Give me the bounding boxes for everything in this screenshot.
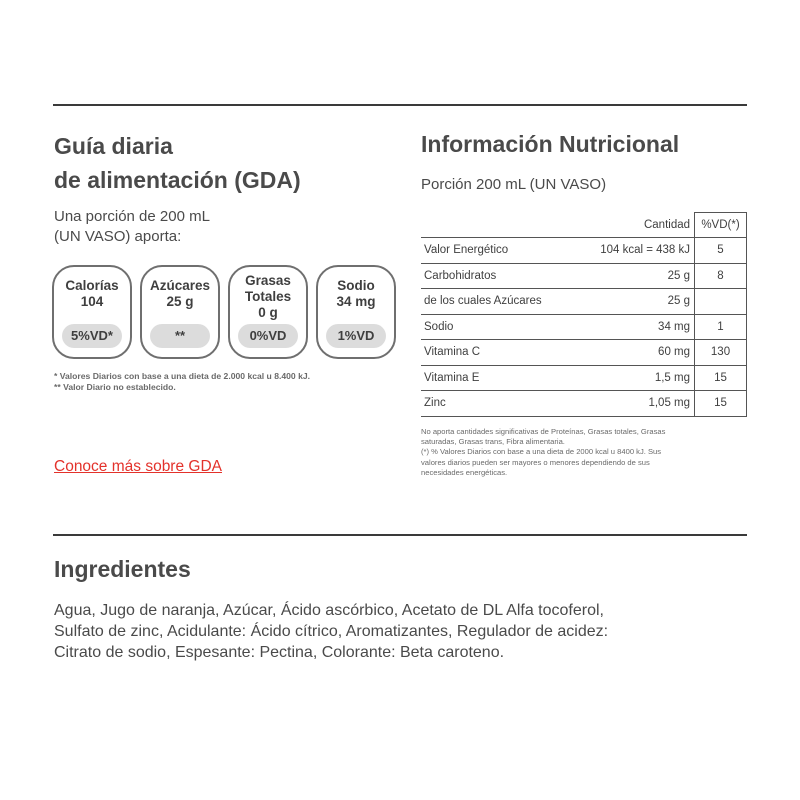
nutrition-table bbox=[421, 212, 747, 417]
nutrition-footnote bbox=[421, 427, 741, 478]
ingredients-line2: Sulfato de zinc, Acidulante: Ácido cítrico, Aromatizantes, Regulador de acidez: bbox=[54, 623, 609, 640]
gda-card-vd: 0%VD bbox=[238, 324, 298, 348]
gda-card-name: Grasas bbox=[245, 273, 291, 288]
table-row bbox=[421, 340, 747, 366]
gda-footnote bbox=[54, 371, 310, 393]
table-row bbox=[421, 238, 747, 264]
gda-footnote-line2: ** Valor Diario no establecido. bbox=[54, 382, 176, 392]
nutrition-footnote-line5: necesidades energéticas. bbox=[421, 467, 508, 477]
table-row bbox=[421, 391, 747, 417]
gda-card-vd: 1%VD bbox=[326, 324, 386, 348]
row-amount: 25 g bbox=[581, 263, 695, 289]
gda-card-vd: ** bbox=[150, 324, 210, 348]
gda-title-line1: Guía diaria bbox=[54, 133, 173, 159]
gda-card-calories bbox=[52, 265, 132, 359]
gda-card-name: Totales bbox=[244, 289, 292, 304]
ingredients-title: Ingredientes bbox=[54, 556, 191, 582]
row-vd: 1 bbox=[695, 314, 747, 340]
row-vd bbox=[695, 289, 747, 315]
gda-card-sugars bbox=[140, 265, 220, 359]
table-row bbox=[421, 263, 747, 289]
row-name: Vitamina E bbox=[421, 365, 581, 391]
ingredients-text bbox=[54, 600, 608, 663]
table-row bbox=[421, 289, 747, 315]
gda-title bbox=[54, 129, 301, 197]
gda-card-sodium bbox=[316, 265, 396, 359]
nutrition-footnote-line4: valores diarios pueden ser mayores o menores dependiendo de sus bbox=[421, 457, 650, 467]
row-name: Valor Energético bbox=[421, 238, 581, 264]
top-divider bbox=[53, 104, 747, 106]
gda-cards bbox=[52, 265, 396, 359]
row-name: Vitamina C bbox=[421, 340, 581, 366]
ingredients-line1: Agua, Jugo de naranja, Azúcar, Ácido ascórbico, Acetato de DL Alfa tocoferol, bbox=[54, 602, 604, 619]
row-vd: 15 bbox=[695, 365, 747, 391]
nutrition-table-header bbox=[421, 213, 747, 238]
gda-footnote-line1: * Valores Diarios con base a una dieta de 2.000 kcal u 8.400 kJ. bbox=[54, 371, 311, 381]
gda-card-value: 104 bbox=[80, 294, 104, 309]
gda-card-vd: 5%VD* bbox=[62, 324, 122, 348]
nutrition-footnote-line3: (*) % Valores Diarios con base a una dieta de 2000 kcal u 8400 kJ. Sus bbox=[421, 447, 662, 457]
nutrition-footnote-line2: saturadas, Grasas trans, Fibra alimentaria. bbox=[421, 437, 565, 447]
gda-card-value: 0 g bbox=[258, 305, 278, 320]
ingredients-line3: Citrato de sodio, Espesante: Pectina, Colorante: Beta caroteno. bbox=[54, 644, 505, 661]
gda-card-value: 34 mg bbox=[336, 294, 376, 309]
row-amount: 1,5 mg bbox=[581, 365, 695, 391]
gda-portion-line2: (UN VASO) aporta: bbox=[54, 228, 182, 245]
row-amount: 25 g bbox=[581, 289, 695, 315]
gda-card-label bbox=[54, 278, 130, 310]
header-name-cell bbox=[421, 213, 581, 238]
gda-card-value: 25 g bbox=[166, 294, 194, 309]
gda-card-label bbox=[230, 273, 306, 321]
gda-portion bbox=[54, 207, 210, 247]
middle-divider bbox=[53, 534, 747, 536]
gda-learn-more-link[interactable]: Conoce más sobre GDA bbox=[54, 458, 222, 475]
row-vd: 8 bbox=[695, 263, 747, 289]
gda-card-name: Sodio bbox=[337, 278, 375, 293]
nutrition-portion: Porción 200 mL (UN VASO) bbox=[421, 176, 607, 193]
gda-card-name: Azúcares bbox=[149, 278, 211, 293]
nutrition-footnote-line1: No aporta cantidades significativas de Proteínas, Grasas totales, Grasas bbox=[421, 427, 666, 436]
row-vd: 130 bbox=[695, 340, 747, 366]
row-name: Sodio bbox=[421, 314, 581, 340]
gda-title-line2: de alimentación (GDA) bbox=[54, 167, 301, 193]
row-amount: 60 mg bbox=[581, 340, 695, 366]
nutrition-title: Información Nutricional bbox=[421, 131, 680, 157]
row-name: de los cuales Azúcares bbox=[421, 289, 581, 315]
row-amount: 1,05 mg bbox=[581, 391, 695, 417]
gda-card-total-fat bbox=[228, 265, 308, 359]
row-name: Zinc bbox=[421, 391, 581, 417]
row-amount: 34 mg bbox=[581, 314, 695, 340]
row-vd: 5 bbox=[695, 238, 747, 264]
table-row bbox=[421, 314, 747, 340]
gda-card-label bbox=[142, 278, 218, 310]
header-amount: Cantidad bbox=[581, 213, 695, 238]
gda-card-name: Calorías bbox=[65, 278, 119, 293]
gda-card-label bbox=[318, 278, 394, 310]
row-vd: 15 bbox=[695, 391, 747, 417]
header-vd: %VD(*) bbox=[695, 213, 747, 238]
row-name: Carbohidratos bbox=[421, 263, 581, 289]
table-row bbox=[421, 365, 747, 391]
gda-portion-line1: Una porción de 200 mL bbox=[54, 208, 210, 225]
row-amount: 104 kcal = 438 kJ bbox=[581, 238, 695, 264]
